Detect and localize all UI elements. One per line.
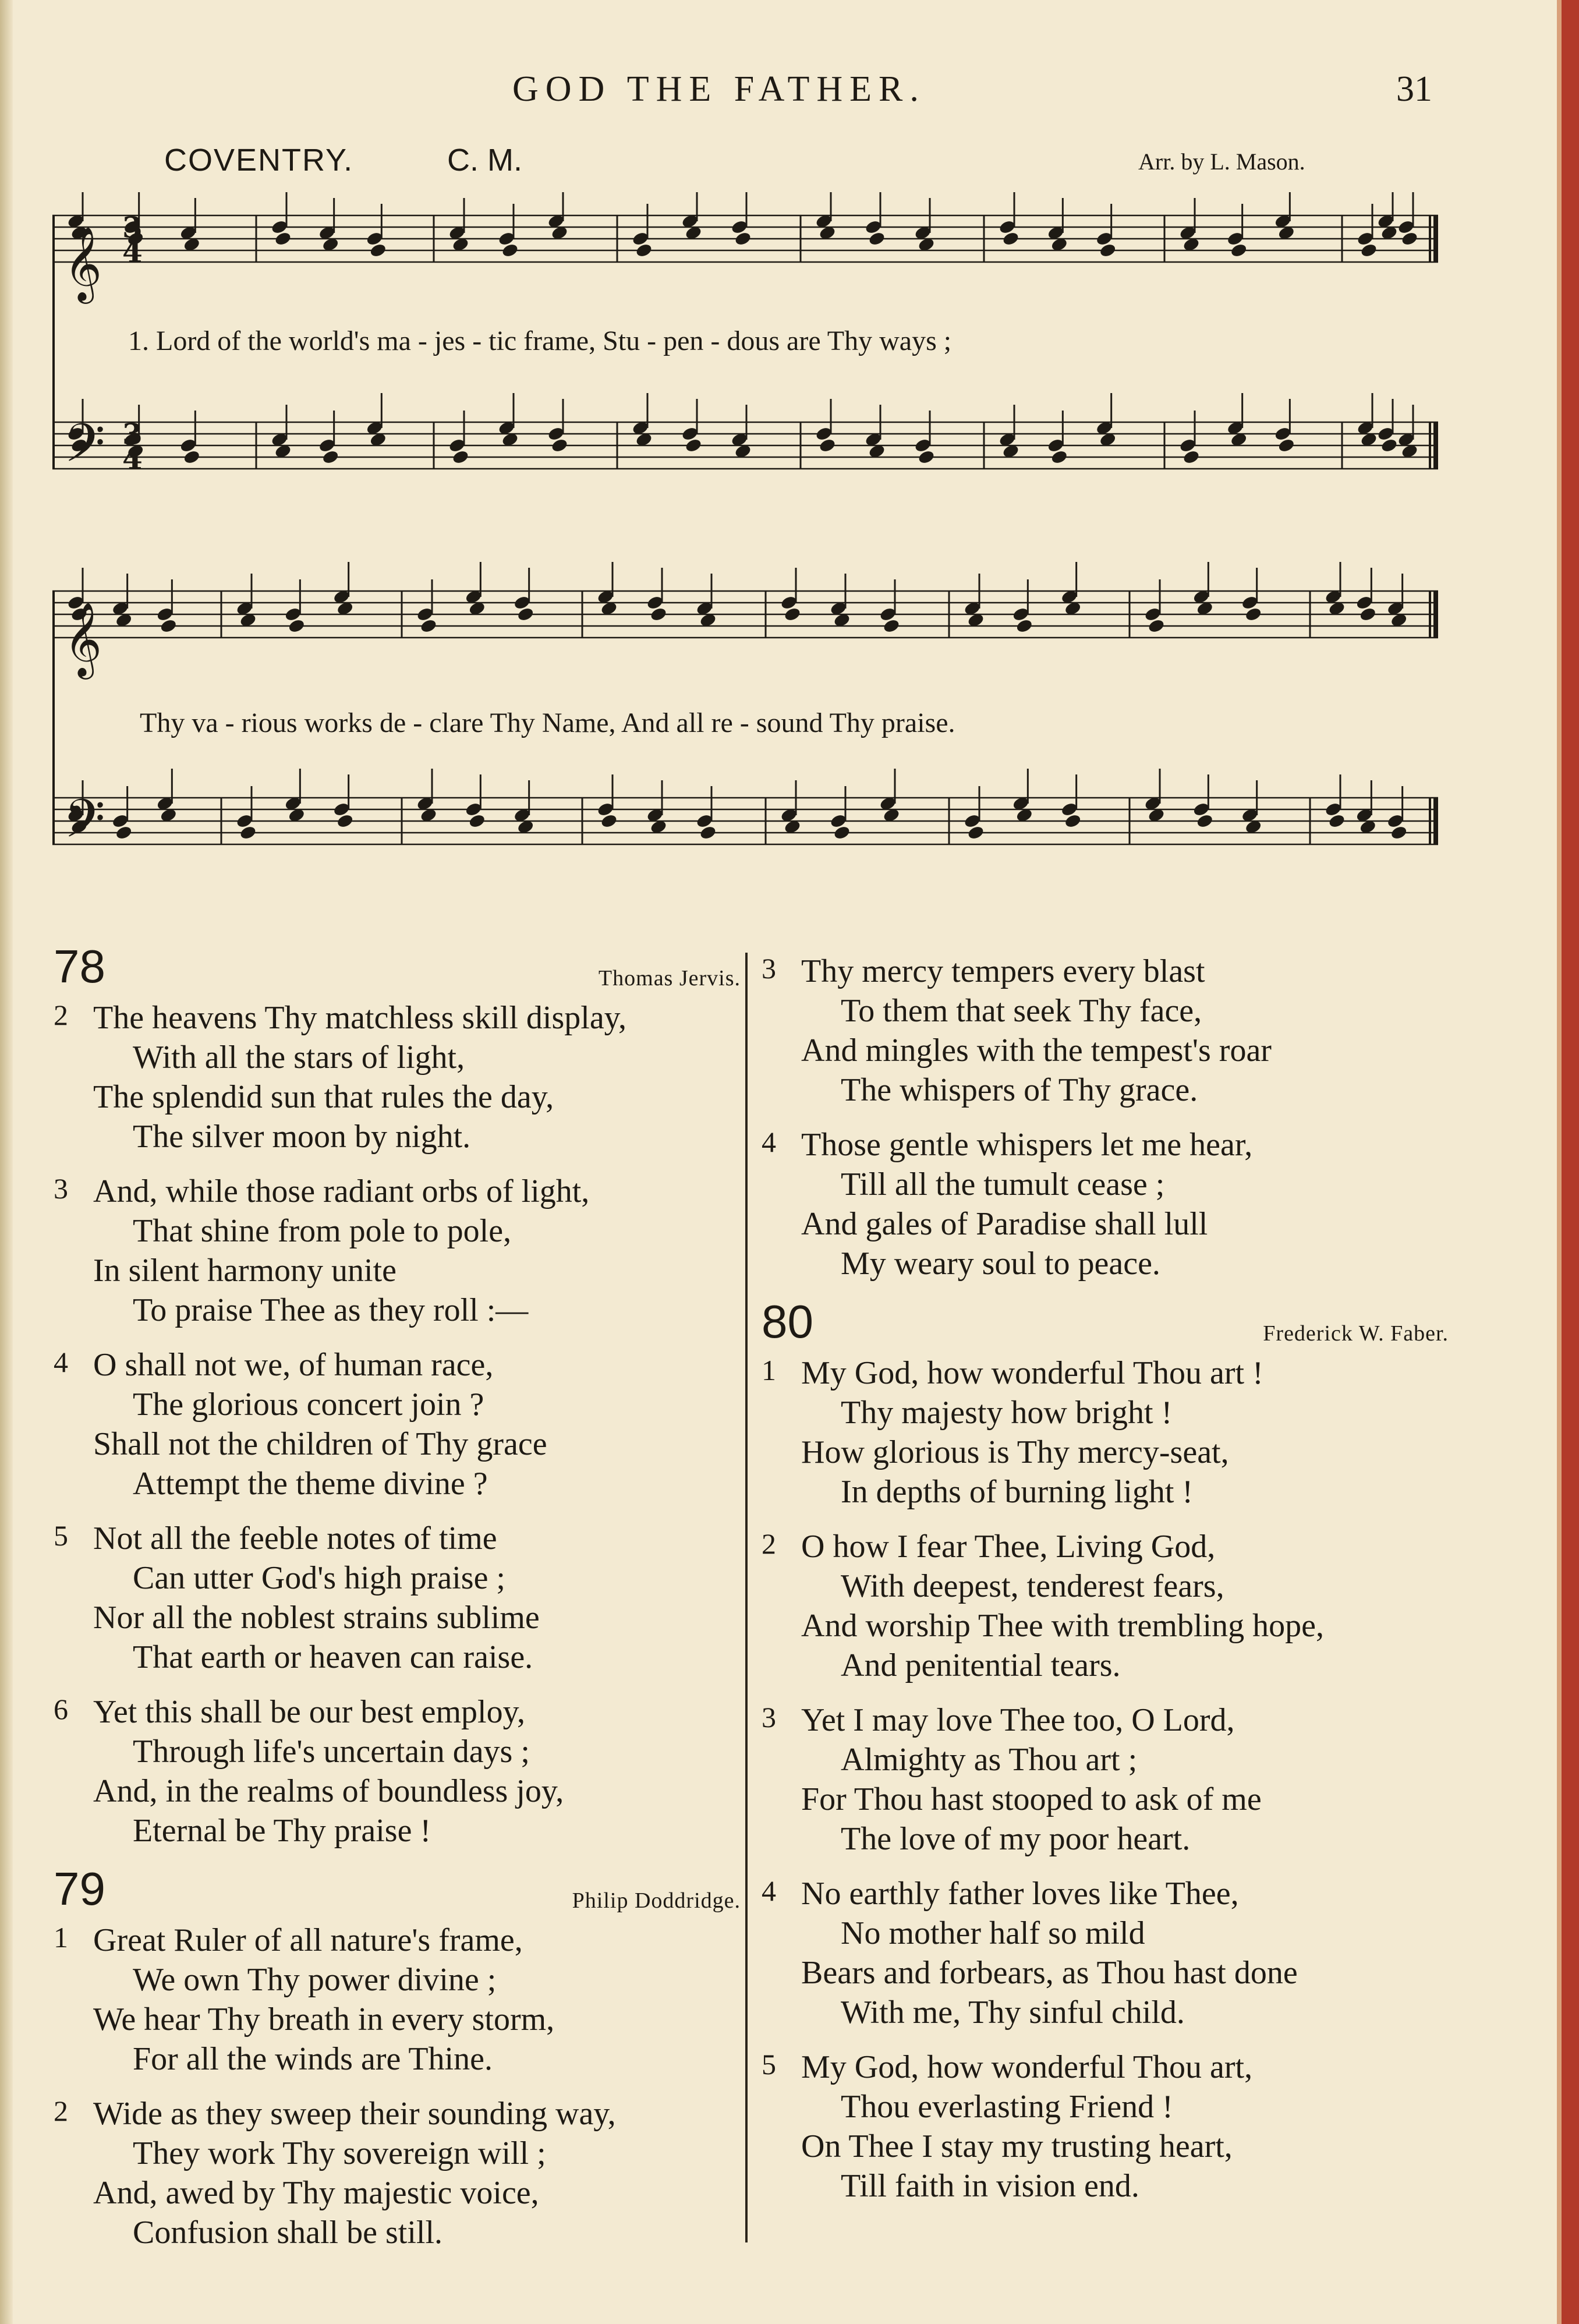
verse-line: With deepest, tenderest fears, <box>841 1568 1224 1604</box>
verse-number: 4 <box>54 1346 68 1378</box>
verse-line: To them that seek Thy face, <box>841 993 1202 1029</box>
note-head <box>1230 242 1248 258</box>
tune-meter: C. M. <box>447 143 522 178</box>
hymn-author: Thomas Jervis. <box>598 966 741 991</box>
verse-line: Great Ruler of all nature's frame, <box>93 1922 523 1958</box>
hymn <box>54 1863 741 2252</box>
verse-line: Through life's uncertain days ; <box>133 1734 530 1770</box>
verse-line: Wide as they sweep their sounding way, <box>93 2096 616 2132</box>
lyrics-line-1: 1. Lord of the world's ma - jes - tic frame, Stu - pen - dous are Thy ways ; <box>128 326 952 356</box>
treble-clef: 𝄞 <box>64 226 102 300</box>
verse-number: 6 <box>54 1693 68 1725</box>
note-head <box>1099 242 1117 258</box>
verse-line: Attempt the theme divine ? <box>133 1466 488 1502</box>
verse-line: And worship Thee with trembling hope, <box>801 1608 1324 1644</box>
verse <box>54 1920 741 2079</box>
verse-line: Thou everlasting Friend ! <box>841 2089 1173 2125</box>
note-head <box>336 813 354 829</box>
verse-line: With me, Thy sinful child. <box>841 1994 1185 2031</box>
note-head <box>1360 242 1378 258</box>
verse-line: Till all the tumult cease ; <box>841 1166 1165 1202</box>
verse-line: Nor all the noblest strains sublime <box>93 1600 540 1636</box>
note-head <box>1015 618 1033 634</box>
note-head <box>917 449 935 465</box>
hymn <box>54 940 741 1851</box>
verse-line: They work Thy sovereign will ; <box>133 2135 546 2171</box>
verse-line: And, in the realms of boundless joy, <box>93 1773 564 1809</box>
time-signature: 4 <box>122 235 143 269</box>
verse-line: Till faith in vision end. <box>841 2168 1139 2204</box>
note-head <box>1277 437 1295 453</box>
note-head <box>1196 813 1214 829</box>
note-head <box>321 449 339 465</box>
hymn-number: 80 <box>762 1296 813 1347</box>
verse-line: My weary soul to peace. <box>841 1246 1160 1282</box>
verse <box>54 1692 741 1851</box>
verse-line: And penitential tears. <box>841 1647 1121 1683</box>
verse <box>762 1125 1449 1283</box>
note-head <box>501 242 519 258</box>
verse-line: Thy majesty how bright ! <box>841 1395 1173 1431</box>
note-head <box>684 437 702 453</box>
verse <box>762 1700 1449 1859</box>
verse-line: With all the stars of light, <box>133 1039 465 1076</box>
verse-line: On Thee I stay my trusting heart, <box>801 2128 1233 2164</box>
note-head <box>419 618 437 634</box>
verse-number: 4 <box>762 1126 776 1158</box>
verse-line: And, awed by Thy majestic voice, <box>93 2175 539 2211</box>
verse <box>762 2047 1449 2206</box>
section-title: GOD THE FATHER. <box>512 69 926 109</box>
note-head <box>1064 813 1082 829</box>
verse-line: Thy mercy tempers every blast <box>801 953 1205 989</box>
time-signature: 4 <box>122 441 143 476</box>
verse-line: To praise Thee as they roll :— <box>133 1292 529 1328</box>
verse-line: Almighty as Thou art ; <box>841 1742 1138 1778</box>
verse-line: We own Thy power divine ; <box>133 1962 497 1998</box>
verse-line: For all the winds are Thine. <box>133 2041 493 2077</box>
verse-line: Shall not the children of Thy grace <box>93 1426 547 1462</box>
verse-line: Those gentle whispers let me hear, <box>801 1127 1253 1163</box>
verse-line: How glorious is Thy mercy-seat, <box>801 1434 1229 1470</box>
verse-line: In depths of burning light ! <box>841 1474 1194 1510</box>
verse-line: Not all the feeble notes of time <box>93 1520 497 1557</box>
hymn-author: Philip Doddridge. <box>572 1888 741 1913</box>
verse-line: No mother half so mild <box>841 1915 1145 1951</box>
note-head <box>783 606 801 622</box>
tune-name: COVENTRY. <box>164 143 354 178</box>
left-column <box>54 940 741 2268</box>
bass-clef: 𝄢 <box>64 788 105 862</box>
note-head <box>818 437 836 453</box>
verse-line: The glorious concert join ? <box>133 1386 484 1423</box>
verse-line: And, while those radiant orbs of light, <box>93 1173 590 1209</box>
hymn <box>762 1296 1449 2206</box>
verse <box>762 1527 1449 1685</box>
verse <box>762 1874 1449 2032</box>
note-head <box>1390 825 1408 840</box>
verse-line: O shall not we, of human race, <box>93 1347 494 1383</box>
verse-line: The heavens Thy matchless skill display, <box>93 1000 627 1036</box>
verse-line: Eternal be Thy praise ! <box>133 1813 431 1849</box>
hymn <box>762 951 1449 1283</box>
note-head <box>160 618 178 634</box>
note-head <box>1147 618 1165 634</box>
verse <box>54 998 741 1156</box>
note-head <box>649 606 667 622</box>
verse-line: We hear Thy breath in every storm, <box>93 2001 555 2038</box>
verse-line: My God, how wonderful Thou art ! <box>801 1355 1263 1391</box>
note-head <box>1001 231 1019 246</box>
hymn-author: Frederick W. Faber. <box>1263 1321 1449 1346</box>
time-signature: 3 <box>122 417 143 451</box>
verse-line: The love of my poor heart. <box>841 1821 1191 1857</box>
verse-line: The silver moon by night. <box>133 1119 471 1155</box>
verse <box>54 1519 741 1677</box>
note-head <box>833 825 851 840</box>
hymn-texts <box>0 940 1579 2294</box>
verse-line: And gales of Paradise shall lull <box>801 1206 1208 1242</box>
note-head <box>868 231 886 246</box>
verse-line: No earthly father loves like Thee, <box>801 1876 1239 1912</box>
verse <box>762 1353 1449 1512</box>
page-number: 31 <box>1396 69 1432 109</box>
hymn-number: 78 <box>54 940 105 992</box>
verse <box>54 2094 741 2252</box>
verse-line: The splendid sun that rules the day, <box>93 1079 554 1115</box>
verse-line: That shine from pole to pole, <box>133 1213 512 1249</box>
staff-notation <box>52 192 1438 903</box>
verse-number: 2 <box>54 2095 68 2127</box>
music-score <box>52 192 1438 903</box>
verse <box>54 1172 741 1330</box>
note-head <box>468 813 486 829</box>
verse-line: For Thou hast stooped to ask of me <box>801 1781 1262 1817</box>
verse-number: 5 <box>54 1519 68 1552</box>
note-head <box>635 242 653 258</box>
verse-number: 5 <box>762 2048 776 2081</box>
verse-line: Confusion shall be still. <box>133 2215 442 2251</box>
verse-number: 3 <box>762 952 776 985</box>
verse-line: And mingles with the tempest's roar <box>801 1032 1272 1069</box>
note-head <box>734 231 752 246</box>
note-head <box>451 449 469 465</box>
note-head <box>183 449 201 465</box>
note-head <box>1380 437 1398 453</box>
bass-clef: 𝄢 <box>64 412 105 487</box>
verse-number: 2 <box>54 999 68 1031</box>
verse-line: That earth or heaven can raise. <box>133 1639 533 1675</box>
note-head <box>550 437 568 453</box>
verse-line: Can utter God's high praise ; <box>133 1560 505 1596</box>
note-head <box>1244 606 1262 622</box>
verse-line: In silent harmony unite <box>93 1253 397 1289</box>
note-head <box>274 231 292 246</box>
verse <box>762 951 1449 1110</box>
time-signature: 3 <box>122 210 143 245</box>
note-head <box>1327 813 1346 829</box>
note-head <box>966 825 985 840</box>
verse-number: 3 <box>762 1701 776 1734</box>
note-head <box>288 618 306 634</box>
treble-clef: 𝄞 <box>64 602 102 676</box>
verse <box>54 1345 741 1504</box>
note-head <box>115 825 133 840</box>
note-head <box>1400 231 1418 246</box>
note-head <box>369 242 387 258</box>
hymn-number: 79 <box>54 1863 105 1915</box>
note-head <box>516 606 534 622</box>
verse-line: Yet this shall be our best employ, <box>93 1694 525 1730</box>
verse-number: 2 <box>762 1527 776 1560</box>
note-head <box>1359 606 1377 622</box>
right-column <box>762 943 1449 2221</box>
note-head <box>239 825 257 840</box>
verse-number: 3 <box>54 1172 68 1205</box>
lyrics-line-2: Thy va - rious works de - clare Thy Name, And all re - sound Thy praise. <box>140 708 955 738</box>
tune-heading <box>0 142 1579 189</box>
note-head <box>1182 449 1200 465</box>
verse-line: O how I fear Thee, Living God, <box>801 1529 1216 1565</box>
verse-line: Yet I may love Thee too, O Lord, <box>801 1702 1235 1738</box>
running-header <box>0 63 1579 115</box>
note-head <box>1050 449 1068 465</box>
verse-line: The whispers of Thy grace. <box>841 1072 1198 1108</box>
verse-number: 1 <box>54 1921 68 1954</box>
note-head <box>882 618 900 634</box>
verse-number: 4 <box>762 1874 776 1907</box>
note-head <box>600 813 618 829</box>
verse-line: My God, how wonderful Thou art, <box>801 2049 1253 2085</box>
tune-arranger: Arr. by L. Mason. <box>1138 148 1305 175</box>
verse-number: 1 <box>762 1354 776 1386</box>
verse-line: Bears and forbears, as Thou hast done <box>801 1955 1298 1991</box>
note-head <box>699 825 717 840</box>
